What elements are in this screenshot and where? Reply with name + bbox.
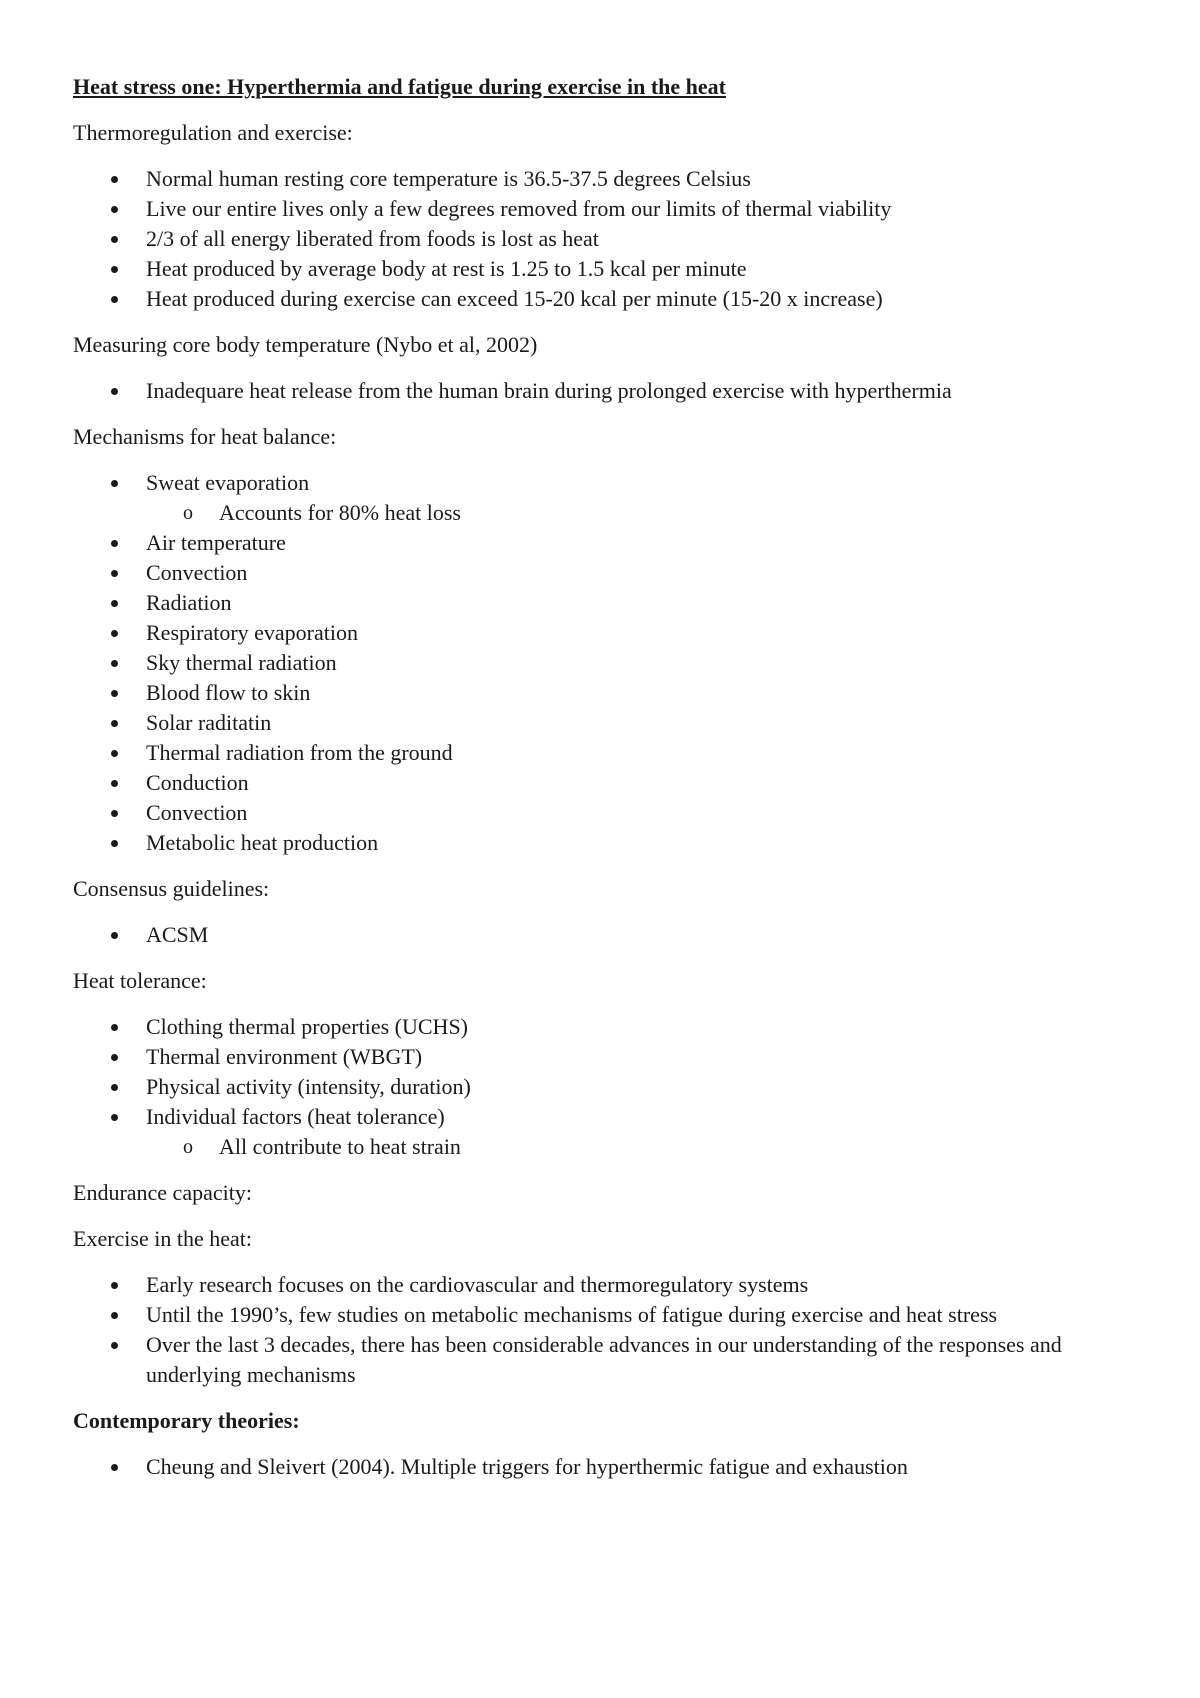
- bullet-list: [73, 468, 1133, 858]
- sub-list-item-text: All contribute to heat strain: [219, 1134, 461, 1159]
- bullet-dot-icon: [111, 236, 118, 243]
- sub-list-item: [146, 1132, 1133, 1162]
- bullet-list: [73, 164, 1133, 314]
- bullet-dot-icon: [111, 690, 118, 697]
- list-item: [73, 1452, 1133, 1482]
- bullet-dot-icon: [111, 630, 118, 637]
- list-item-text: 2/3 of all energy liberated from foods is lost as heat: [146, 226, 599, 251]
- list-item-text: Clothing thermal properties (UCHS): [146, 1014, 469, 1039]
- section-heading: Measuring core body temperature (Nybo et al, 2002): [73, 332, 538, 357]
- list-item: [73, 828, 1133, 858]
- list-item: [73, 224, 1133, 254]
- section-heading: Contemporary theories:: [73, 1408, 300, 1433]
- bullet-dot-icon: [111, 570, 118, 577]
- bullet-dot-icon: [111, 206, 118, 213]
- bullet-dot-icon: [111, 750, 118, 757]
- bullet-list: [73, 1012, 1133, 1162]
- hollow-bullet-icon: o: [183, 502, 193, 524]
- sub-list-item-text: Accounts for 80% heat loss: [219, 500, 461, 525]
- list-item: [73, 708, 1133, 738]
- bullet-dot-icon: [111, 1342, 118, 1349]
- bullet-list: [73, 920, 1133, 950]
- bullet-dot-icon: [111, 720, 118, 727]
- list-item-text: Thermal radiation from the ground: [146, 740, 453, 765]
- list-item-text: Solar raditatin: [146, 710, 272, 735]
- section-heading: Thermoregulation and exercise:: [73, 120, 353, 145]
- bullet-dot-icon: [111, 540, 118, 547]
- list-item-text: Radiation: [146, 590, 232, 615]
- list-item-text: Cheung and Sleivert (2004). Multiple triggers for hyperthermic fatigue and exhaustion: [146, 1454, 908, 1479]
- section-heading: Consensus guidelines:: [73, 876, 270, 901]
- list-item-text: Individual factors (heat tolerance): [146, 1104, 445, 1129]
- list-item-text: Convection: [146, 560, 248, 585]
- hollow-bullet-icon: o: [183, 1136, 193, 1158]
- list-item: [73, 588, 1133, 618]
- list-item: [73, 738, 1133, 768]
- bullet-dot-icon: [111, 600, 118, 607]
- list-item-text: ACSM: [146, 922, 209, 947]
- list-item: [73, 528, 1133, 558]
- bullet-dot-icon: [111, 932, 118, 939]
- list-item: [73, 1102, 1133, 1162]
- list-item-text: Metabolic heat production: [146, 830, 379, 855]
- bullet-list: [73, 1270, 1133, 1390]
- list-item: [73, 164, 1133, 194]
- list-item-text: Live our entire lives only a few degrees removed from our limits of thermal viability: [146, 196, 892, 221]
- document-body: [73, 72, 1133, 1498]
- bullet-dot-icon: [111, 1312, 118, 1319]
- list-item-text: Sky thermal radiation: [146, 650, 337, 675]
- section-heading: Exercise in the heat:: [73, 1226, 252, 1251]
- sub-list-item: [146, 498, 1133, 528]
- bullet-dot-icon: [111, 1024, 118, 1031]
- list-item-text: Early research focuses on the cardiovascular and thermoregulatory systems: [146, 1272, 809, 1297]
- list-item: [73, 194, 1133, 224]
- list-item-text: Heat produced during exercise can exceed 15-20 kcal per minute (15-20 x increase): [146, 286, 883, 311]
- bullet-dot-icon: [111, 660, 118, 667]
- list-item-text: Until the 1990’s, few studies on metabolic mechanisms of fatigue during exercise and heat stress: [146, 1302, 998, 1327]
- bullet-dot-icon: [111, 1084, 118, 1091]
- list-item-text: Normal human resting core temperature is 36.5-37.5 degrees Celsius: [146, 166, 751, 191]
- list-item-text: Conduction: [146, 770, 249, 795]
- bullet-dot-icon: [111, 1282, 118, 1289]
- sub-bullet-list: [146, 498, 1133, 528]
- bullet-dot-icon: [111, 840, 118, 847]
- bullet-dot-icon: [111, 388, 118, 395]
- section-heading: Endurance capacity:: [73, 1180, 252, 1205]
- list-item-text: Air temperature: [146, 530, 286, 555]
- bullet-dot-icon: [111, 1054, 118, 1061]
- list-item-text: Sweat evaporation: [146, 470, 310, 495]
- list-item-text: Inadequare heat release from the human brain during prolonged exercise with hyperthermia: [146, 378, 952, 403]
- list-item: [73, 468, 1133, 528]
- section-heading: Mechanisms for heat balance:: [73, 424, 337, 449]
- bullet-dot-icon: [111, 1464, 118, 1471]
- list-item: [73, 648, 1133, 678]
- bullet-dot-icon: [111, 810, 118, 817]
- list-item: [73, 254, 1133, 284]
- list-item: [73, 768, 1133, 798]
- list-item: [73, 558, 1133, 588]
- list-item: [73, 618, 1133, 648]
- list-item: [73, 678, 1133, 708]
- section-heading: Heat tolerance:: [73, 968, 207, 993]
- bullet-list: [73, 1452, 1133, 1482]
- list-item: [73, 1270, 1133, 1300]
- bullet-dot-icon: [111, 296, 118, 303]
- bullet-dot-icon: [111, 780, 118, 787]
- sub-bullet-list: [146, 1132, 1133, 1162]
- list-item: [73, 1072, 1133, 1102]
- list-item-text: Convection: [146, 800, 248, 825]
- document-title: Heat stress one: Hyperthermia and fatigue during exercise in the heat: [73, 74, 726, 99]
- list-item-text: Over the last 3 decades, there has been considerable advances in our understanding of the responses and underlying mechanisms: [146, 1332, 1062, 1387]
- list-item-text: Respiratory evaporation: [146, 620, 358, 645]
- bullet-dot-icon: [111, 266, 118, 273]
- list-item: [73, 284, 1133, 314]
- bullet-dot-icon: [111, 480, 118, 487]
- list-item: [73, 1042, 1133, 1072]
- list-item: [73, 376, 1133, 406]
- list-item-text: Blood flow to skin: [146, 680, 311, 705]
- bullet-list: [73, 376, 1133, 406]
- list-item-text: Physical activity (intensity, duration): [146, 1074, 471, 1099]
- list-item-text: Heat produced by average body at rest is 1.25 to 1.5 kcal per minute: [146, 256, 747, 281]
- bullet-dot-icon: [111, 176, 118, 183]
- list-item: [73, 1300, 1133, 1330]
- list-item: [73, 798, 1133, 828]
- list-item: [73, 1012, 1133, 1042]
- list-item: [73, 920, 1133, 950]
- bullet-dot-icon: [111, 1114, 118, 1121]
- list-item-text: Thermal environment (WBGT): [146, 1044, 423, 1069]
- list-item: [73, 1330, 1133, 1390]
